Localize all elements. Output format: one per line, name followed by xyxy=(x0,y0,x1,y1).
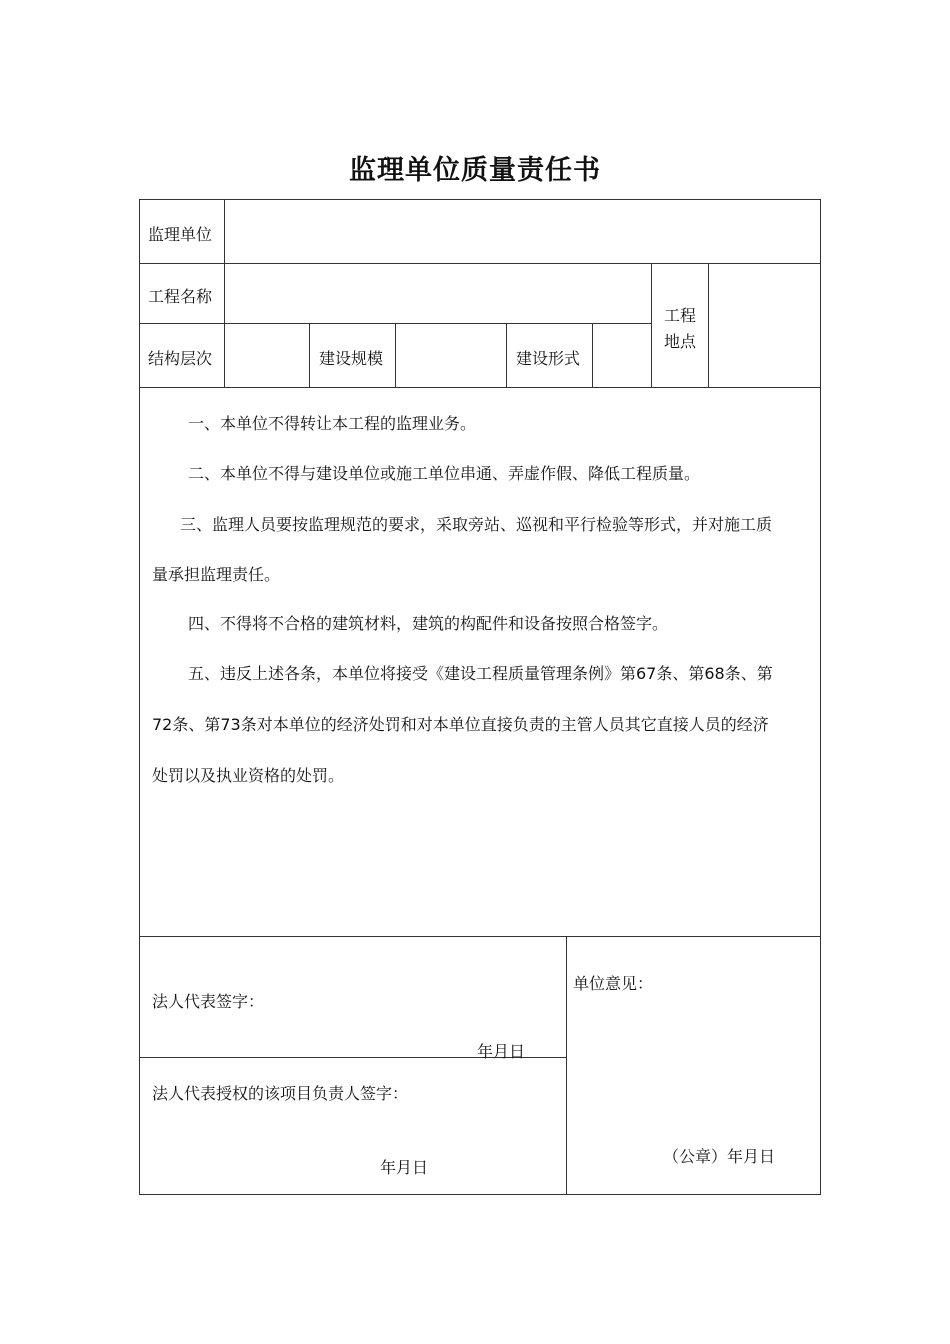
clause-5: 五、违反上述各条，本单位将接受《建设工程质量管理条例》第67条、第68条、第 xyxy=(188,664,773,683)
column-divider xyxy=(309,323,310,387)
column-divider xyxy=(708,263,709,387)
clause-3-continued: 量承担监理责任。 xyxy=(152,565,281,584)
supervision-unit-field[interactable] xyxy=(236,222,806,244)
clause-3: 三、监理人员要按监理规范的要求，采取旁站、巡视和平行检验等形式，并对施工质 xyxy=(180,515,773,534)
column-divider xyxy=(224,199,225,387)
construction-form-field[interactable] xyxy=(599,346,645,368)
clause-2: 二、本单位不得与建设单位或施工单位串通、弄虚作假、降低工程质量。 xyxy=(188,464,701,483)
supervision-unit-label: 监理单位 xyxy=(148,225,213,244)
legal-rep-date: 年月日 xyxy=(477,1042,526,1061)
clause-4: 四、不得将不合格的建筑材料，建筑的构配件和设备按照合格签字。 xyxy=(188,614,669,633)
unit-opinion-label: 单位意见： xyxy=(573,974,654,993)
row-divider xyxy=(139,936,821,937)
authorized-sign-label: 法人代表授权的该项目负责人签字： xyxy=(152,1084,409,1103)
column-divider xyxy=(592,323,593,387)
legal-rep-sign-label: 法人代表签字： xyxy=(152,992,265,1011)
column-divider xyxy=(651,263,652,387)
clause-5-continued: 处罚以及执业资格的处罚。 xyxy=(152,766,345,785)
project-location-label: 工程 xyxy=(664,306,697,325)
column-divider xyxy=(566,936,567,1194)
seal-date: （公章）年月日 xyxy=(663,1147,776,1166)
construction-scale-field[interactable] xyxy=(403,346,499,368)
row-divider xyxy=(139,387,821,388)
column-divider xyxy=(395,323,396,387)
project-name-label: 工程名称 xyxy=(148,287,213,306)
page-title: 监理单位质量责任书 xyxy=(349,155,601,186)
clause-5-continued: 72条、第73条对本单位的经济处罚和对本单位直接负责的主管人员其它直接人员的经济 xyxy=(152,715,769,734)
project-name-field[interactable] xyxy=(236,284,636,306)
construction-form-label: 建设形式 xyxy=(516,349,581,368)
project-location-field[interactable] xyxy=(716,314,812,336)
clause-1: 一、本单位不得转让本工程的监理业务。 xyxy=(188,414,477,433)
project-location-label: 地点 xyxy=(664,332,697,351)
row-divider xyxy=(139,263,821,264)
structure-level-field[interactable] xyxy=(232,346,302,368)
structure-level-label: 结构层次 xyxy=(148,349,213,368)
construction-scale-label: 建设规模 xyxy=(319,349,384,368)
column-divider xyxy=(506,323,507,387)
authorized-date: 年月日 xyxy=(380,1158,429,1177)
